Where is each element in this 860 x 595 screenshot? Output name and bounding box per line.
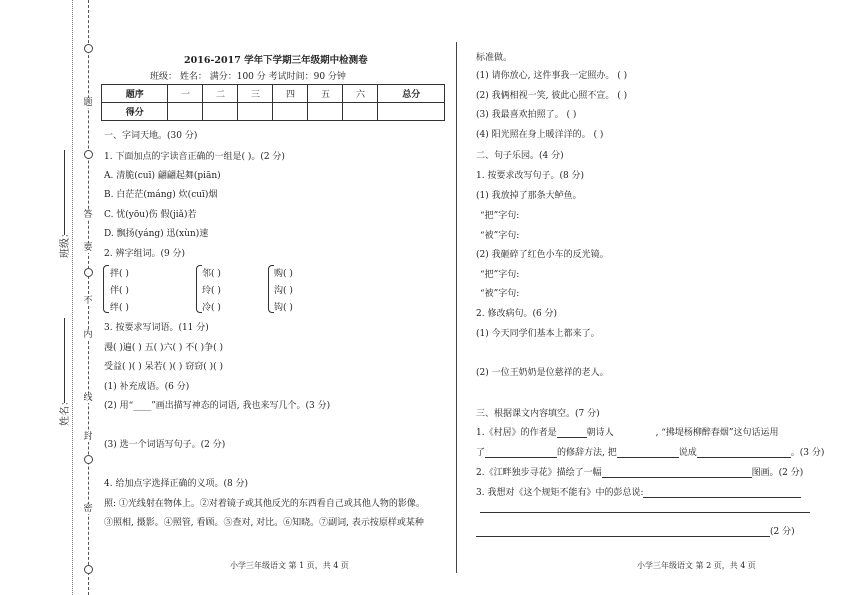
q3-line-1: 漫( )遍( ) 五( )六( ) 不( )争( ) <box>104 343 224 353</box>
fill-q3 <box>476 485 801 498</box>
q4-definition-line-2: ③照相, 摄影。④照管, 看顾。⑤查对, 对比。⑥知晓。⑦副词, 表示按原样或某种 <box>104 518 424 528</box>
score-cell[interactable] <box>308 103 343 121</box>
q2-item: 绊( ) <box>110 303 129 313</box>
score-header-cell: 三 <box>238 85 273 103</box>
q3-sub-1: (1) 补充成语。(6 分) <box>104 382 190 392</box>
bei-sentence-label: “被”字句: <box>480 231 520 241</box>
question-1: 1. 下面加点的字读音正确的一组是( )。(2 分) <box>104 152 285 162</box>
sentence-q2-2: (2) 一位王奶奶是位慈祥的老人。 <box>476 368 609 378</box>
q4-definition-line-1: 照: ①光线射在物体上。②对着镜子或其他反光的东西看自己或其他人物的影像。 <box>104 499 425 509</box>
q2-item: 沟( ) <box>274 286 293 296</box>
ba-sentence-label: “把”字句: <box>480 211 520 221</box>
q1-option-a: A. 清脆(cuī) 翩翩起舞(piān) <box>104 171 221 181</box>
binding-char: 答 <box>83 210 93 220</box>
q2-item: 钩( ) <box>274 303 293 313</box>
score-cell[interactable] <box>203 103 238 121</box>
score-row-label: 得分 <box>102 103 168 121</box>
compare-blank-2[interactable] <box>697 447 791 458</box>
fill-text: 。(3 分) <box>790 448 825 458</box>
q4-item-4: (4) 阳光照在身上暖洋洋的。 ( ) <box>476 130 604 140</box>
sentence-q1-1: (1) 我放掉了那条大鲈鱼。 <box>476 191 582 201</box>
q3-sub-2: (2) 用“____”画出描写神态的词语, 我也来写几个。(3 分) <box>104 401 331 411</box>
sentence-q1-2: (2) 我砸碎了红色小车的反光镜。 <box>476 250 609 260</box>
q4-item-2: (2) 我俩相视一笑, 彼此心照不宣。 ( ) <box>476 91 628 101</box>
fill-text: 朝诗人 <box>586 428 614 438</box>
fill-text: 1.《村居》的作者是 <box>476 428 557 438</box>
message-blank-2[interactable] <box>480 512 810 513</box>
score-table <box>101 84 445 121</box>
name-blank-line[interactable] <box>64 318 65 403</box>
q1-option-b: B. 白茫茫(máng) 炊(cuī)烟 <box>104 190 218 200</box>
fill-q2 <box>476 465 803 478</box>
compare-blank-1[interactable] <box>617 447 679 458</box>
q3-line-2: 受益( )( ) 呆若( )( ) 窃窃( )( ) <box>104 362 224 372</box>
q2-item: 购( ) <box>274 269 293 279</box>
q3-sub-3: (3) 选一个词语写句子。(2 分) <box>104 440 226 450</box>
sentence-q2: 2. 修改病句。(6 分) <box>476 309 558 319</box>
author-blank[interactable] <box>557 427 587 438</box>
question-2: 2. 辨字组词。(9 分) <box>104 249 186 259</box>
binding-hole <box>84 150 93 159</box>
name-label: 姓名： <box>60 396 71 426</box>
fill-text: 2.《江畔独步寻花》描绘了一幅 <box>476 468 602 478</box>
binding-hole <box>84 565 93 574</box>
score-header-cell: 二 <box>203 85 238 103</box>
q1-option-c: C. 忧(yōu)伤 假(jiǎ)若 <box>104 210 197 220</box>
class-blank-line[interactable] <box>64 150 65 235</box>
q2-item: 冷( ) <box>202 303 221 313</box>
binding-char: 不 <box>83 296 93 306</box>
rhetoric-blank[interactable] <box>485 447 557 458</box>
score-cell[interactable] <box>378 103 445 121</box>
ba-sentence-label: “把”字句: <box>480 270 520 280</box>
q1-option-d: D. 飘扬(yáng) 迅(xùn)速 <box>104 229 209 239</box>
binding-dotted-line <box>72 0 73 595</box>
fill-text: 了 <box>476 448 486 458</box>
score-cell[interactable] <box>343 103 378 121</box>
q2-item: 邻( ) <box>202 269 221 279</box>
score-header-cell: 四 <box>273 85 308 103</box>
poet-blank[interactable] <box>614 428 656 438</box>
binding-char: 内 <box>83 330 93 340</box>
message-blank-1[interactable] <box>643 487 801 498</box>
fill-q3-end <box>476 524 795 537</box>
binding-hole <box>84 268 93 277</box>
binding-hole <box>84 44 93 53</box>
question-4: 4. 给加点字选择正确的义项。(8 分) <box>104 479 249 489</box>
q2-item: 伴( ) <box>110 286 129 296</box>
page-footer-right: 小学三年级语文 第 2 页，共 4 页 <box>637 561 756 570</box>
bei-sentence-label: “被”字句: <box>480 289 520 299</box>
score-header-cell: 题序 <box>102 85 168 103</box>
score-header-cell: 一 <box>168 85 203 103</box>
binding-char: 封 <box>83 432 93 442</box>
score-header-cell: 总分 <box>378 85 445 103</box>
binding-hole <box>84 455 93 464</box>
q4-item-1: (1) 请你放心, 这件事我一定照办。 ( ) <box>476 71 628 81</box>
fill-q1-line2 <box>476 445 824 458</box>
q2-item: 玲( ) <box>202 286 221 296</box>
binding-char: 线 <box>83 393 93 403</box>
section-2-heading: 二、句子乐园。(4 分) <box>476 151 564 161</box>
continued-text: 标准做。 <box>476 53 513 63</box>
sentence-q2-1: (1) 今天同学们基本上都来了。 <box>476 329 600 339</box>
binding-char: 密 <box>83 504 93 514</box>
sentence-q1: 1. 按要求改写句子。(8 分) <box>476 171 585 181</box>
score-header-cell: 六 <box>343 85 378 103</box>
section-3-heading: 三、根据课文内容填空。(7 分) <box>476 409 600 419</box>
score-cell[interactable] <box>238 103 273 121</box>
fill-text: 说成 <box>678 448 697 458</box>
score-header-row <box>102 85 445 103</box>
exam-info: 班级： 姓名： 满分：100 分 考试时间：90 分钟 <box>150 72 346 82</box>
page-divider <box>456 42 457 573</box>
message-blank-3[interactable] <box>476 526 770 537</box>
question-3: 3. 按要求写词语。(11 分) <box>104 323 209 333</box>
fill-text: 3. 我想对《这个规矩不能有》中的彭总说: <box>476 488 644 498</box>
fill-text: , “拂堤杨柳醉春烟”这句话运用 <box>655 428 779 438</box>
score-cell[interactable] <box>273 103 308 121</box>
q2-item: 拌( ) <box>110 269 129 279</box>
score-row <box>102 103 445 121</box>
painting-blank[interactable] <box>602 467 752 478</box>
exam-title: 2016-2017 学年下学期三年级期中检测卷 <box>184 55 368 66</box>
binding-char: 要 <box>83 243 93 253</box>
page-footer-left: 小学三年级语文 第 1 页，共 4 页 <box>230 561 349 570</box>
section-1-heading: 一、字词天地。(30 分) <box>104 131 198 141</box>
score-header-cell: 五 <box>308 85 343 103</box>
q4-item-3: (3) 我最喜欢拍照了。 ( ) <box>476 110 577 120</box>
binding-char: 题 <box>83 98 93 108</box>
fill-text: 的修辞方法, 把 <box>557 448 617 458</box>
class-label: 班级： <box>60 228 71 258</box>
score-cell[interactable] <box>168 103 203 121</box>
fill-q1-line1 <box>476 425 779 438</box>
fill-text: 图画。(2 分) <box>751 468 804 478</box>
fill-text: (2 分) <box>770 527 795 537</box>
brace <box>103 265 109 313</box>
